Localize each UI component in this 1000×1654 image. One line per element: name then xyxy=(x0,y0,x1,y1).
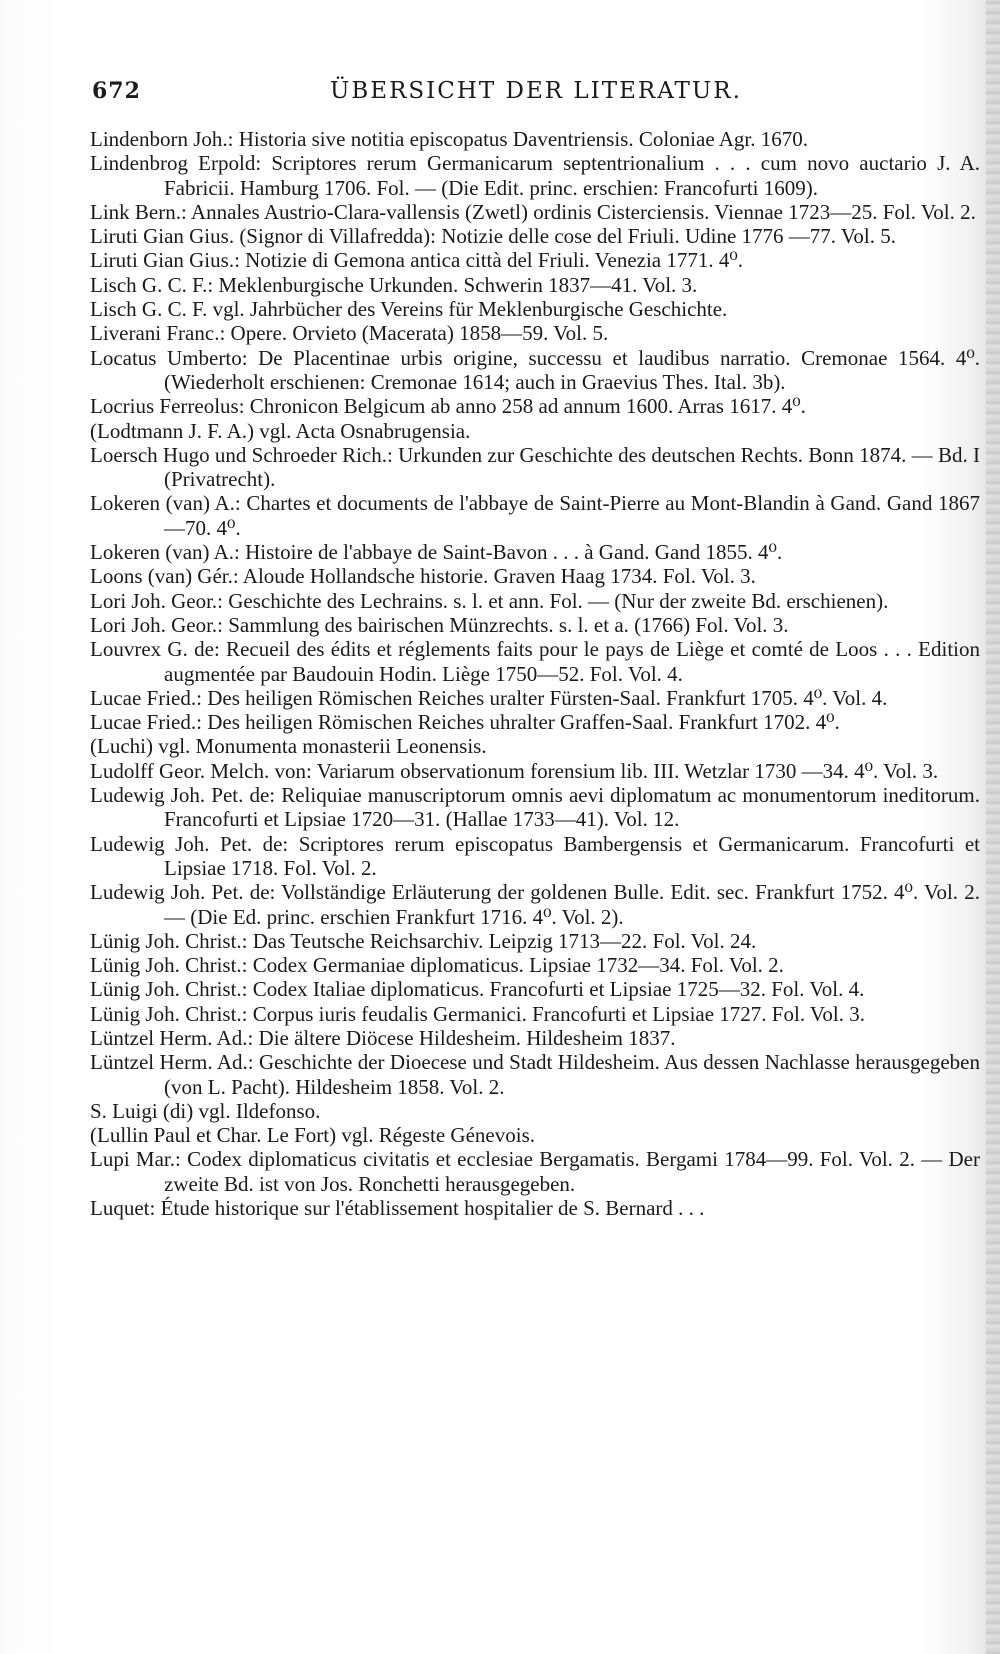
bibliography-entry: Liverani Franc.: Opere. Orvieto (Macerata) 1858—59. Vol. 5. xyxy=(90,321,609,346)
bibliography-entry: Lokeren (van) A.: Histoire de l'abbaye de Saint-Bavon . . . à Gand. Gand 1855. 4⁰. xyxy=(90,540,783,565)
bibliography-entry: Lünig Joh. Christ.: Codex Germaniae diplomaticus. Lipsiae 1732—34. Fol. Vol. 2. xyxy=(90,953,784,978)
bibliography-entry: Link Bern.: Annales Austrio-Clara-vallensis (Zwetl) ordinis Cisterciensis. Viennae 1723—25. Fol. Vol. 2. xyxy=(90,199,976,224)
bibliography-entry: Lünig Joh. Christ.: Corpus iuris feudalis Germanici. Francofurti et Lipsiae 1727. Fol. Vol. 3. xyxy=(90,1001,865,1026)
bibliography-entry: Lüntzel Herm. Ad.: Die ältere Diöcese Hildesheim. Hildesheim 1837. xyxy=(90,1025,676,1050)
bibliography-entry: Lucae Fried.: Des heiligen Römischen Reiches uhralter Graffen-Saal. Frankfurt 1702. 4⁰. xyxy=(90,710,840,735)
bibliography-entry: Lupi Mar.: Codex diplomaticus civitatis et ecclesiae Bergamatis. Bergami 1784—99. Fol. Vol. 2. — Der zweite Bd. ist von Jos. Ronchetti herausgegeben. xyxy=(90,1147,980,1196)
bibliography-entry: (Lodtmann J. F. A.) vgl. Acta Osnabrugensia. xyxy=(90,418,471,443)
bibliography-entry: (Luchi) vgl. Monumenta monasterii Leonensis. xyxy=(90,734,487,759)
bibliography-entry: Lindenborn Joh.: Historia sive notitia episcopatus Daventriensis. Coloniae Agr. 1670. xyxy=(90,127,808,151)
bibliography-entry: Lünig Joh. Christ.: Codex Italiae diplomaticus. Francofurti et Lipsiae 1725—32. Fol. Vol. 4. xyxy=(90,977,865,1002)
bibliography-entry: Loersch Hugo und Schroeder Rich.: Urkunden zur Geschichte des deutschen Rechts. Bonn 1874. — Bd. I (Privatrecht). xyxy=(90,442,980,492)
bibliography-entry: Ludewig Joh. Pet. de: Reliquiae manuscriptorum omnis aevi diplomatum ac monumentorum ineditorum. Francofurti et Lipsiae 1720—31. (Hallae 1733—41). Vol. 12. xyxy=(90,783,980,832)
bibliography-entry: Ludolff Geor. Melch. von: Variarum observationum forensium lib. III. Wetzlar 1730 —34. 4⁰. Vol. 3. xyxy=(90,758,939,783)
bibliography-entry: Lucae Fried.: Des heiligen Römischen Reiches uralter Fürsten-Saal. Frankfurt 1705. 4⁰. Vol. 4. xyxy=(90,685,888,710)
bibliography-entry: Lisch G. C. F. vgl. Jahrbücher des Vereins für Meklenburgische Geschichte. xyxy=(90,297,728,322)
running-title: ÜBERSICHT DER LITERATUR. xyxy=(330,78,742,104)
bibliography-entry: (Lullin Paul et Char. Le Fort) vgl. Régeste Génevois. xyxy=(90,1123,535,1148)
page-edge-shadow xyxy=(986,0,1000,1654)
bibliography-entry: Luquet: Étude historique sur l'établissement hospitalier de S. Bernard . . . xyxy=(90,1196,705,1221)
bibliography-entry: Locatus Umberto: De Placentinae urbis origine, successu et laudibus narratio. Cremonae 1564. 4⁰. (Wiederholt erschienen: Cremonae 1614; auch in Graevius Thes. Ital. 3b). xyxy=(90,345,980,394)
page-number: 672 xyxy=(92,78,141,104)
bibliography-list xyxy=(90,127,980,1637)
bibliography-entry: Louvrex G. de: Recueil des édits et réglements faits pour le pays de Liège et comté de Loos . . . Edition augmentée par Baudouin Hodin. Liège 1750—52. Fol. Vol. 4. xyxy=(90,637,980,686)
bibliography-entry: Ludewig Joh. Pet. de: Scriptores rerum episcopatus Bambergensis et Germanicarum. Francofurti et Lipsiae 1718. Fol. Vol. 2. xyxy=(90,831,980,880)
bibliography-entry: Ludewig Joh. Pet. de: Vollständige Erläuterung der goldenen Bulle. Edit. sec. Frankfurt 1752. 4⁰. Vol. 2. — (Die Ed. princ. erschien Frankfurt 1716. 4⁰. Vol. 2). xyxy=(90,880,980,929)
bibliography-entry: Lüntzel Herm. Ad.: Geschichte der Dioecese und Stadt Hildesheim. Aus dessen Nachlasse herausgegeben (von L. Pacht). Hildesheim 1858. Vol. 2. xyxy=(90,1050,980,1099)
bibliography-entry: Liruti Gian Gius.: Notizie di Gemona antica città del Friuli. Venezia 1771. 4⁰. xyxy=(90,248,744,273)
bibliography-entry: Locrius Ferreolus: Chronicon Belgicum ab anno 258 ad annum 1600. Arras 1617. 4⁰. xyxy=(90,394,806,419)
bibliography-entry: Lindenbrog Erpold: Scriptores rerum Germanicarum septentrionalium . . . cum novo auctario J. A. Fabricii. Hamburg 1706. Fol. — (Die Edit. princ. erschien: Francofurti 1609). xyxy=(90,151,980,200)
bibliography-entry: Lünig Joh. Christ.: Das Teutsche Reichsarchiv. Leipzig 1713—22. Fol. Vol. 24. xyxy=(90,928,757,953)
bibliography-entry: Lori Joh. Geor.: Geschichte des Lechrains. s. l. et ann. Fol. — (Nur der zweite Bd. erschienen). xyxy=(90,588,889,613)
bibliography-entry: Liruti Gian Gius. (Signor di Villafredda): Notizie delle cose del Friuli. Udine 1776 —77. Vol. 5. xyxy=(90,224,896,249)
bibliography-entry: Loons (van) Gér.: Aloude Hollandsche historie. Graven Haag 1734. Fol. Vol. 3. xyxy=(90,564,756,589)
bibliography-entry: Lisch G. C. F.: Meklenburgische Urkunden. Schwerin 1837—41. Vol. 3. xyxy=(90,272,698,297)
page-header xyxy=(92,78,927,110)
bibliography-entry: Lori Joh. Geor.: Sammlung des bairischen Münzrechts. s. l. et a. (1766) Fol. Vol. 3. xyxy=(90,612,789,637)
bibliography-entry: S. Luigi (di) vgl. Ildefonso. xyxy=(90,1098,321,1123)
bibliography-entry: Lokeren (van) A.: Chartes et documents de l'abbaye de Saint-Pierre au Mont-Blandin à Gand. Gand 1867—70. 4⁰. xyxy=(90,491,980,540)
